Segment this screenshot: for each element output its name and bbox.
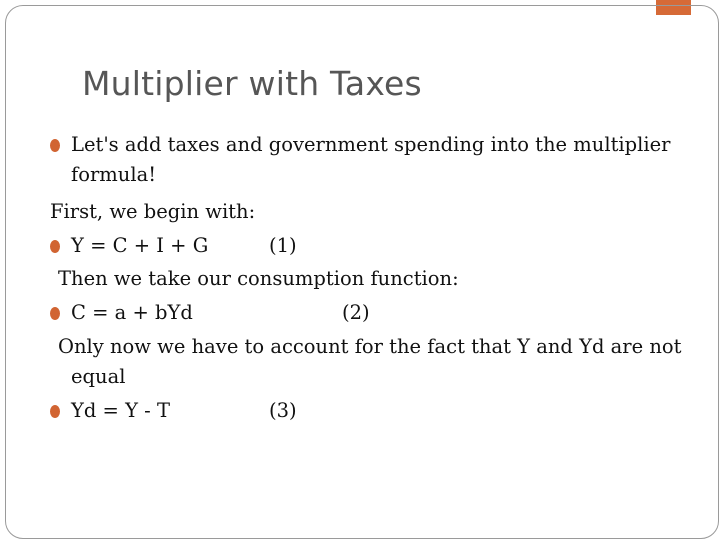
equation-number: (1) (269, 234, 297, 257)
equation-text: Yd = Y - T (71, 399, 170, 422)
bullet-text: Let's add taxes and government spending into the multiplier (71, 133, 671, 156)
bullet-icon (50, 405, 60, 418)
equation-text: C = a + bYd (71, 301, 193, 324)
body-text: Only now we have to account for the fact that Y and Yd are not (58, 335, 682, 358)
bullet-icon (50, 139, 60, 152)
bullet-icon (50, 307, 60, 320)
slide-title: Multiplier with Taxes (82, 64, 422, 103)
equation-number: (3) (269, 399, 297, 422)
equation-text: Y = C + I + G (71, 234, 209, 257)
body-continuation: equal (71, 365, 126, 388)
body-text: First, we begin with: (50, 200, 256, 223)
equation-number: (2) (342, 301, 370, 324)
bullet-continuation: formula! (71, 163, 157, 186)
bullet-icon (50, 240, 60, 253)
body-text: Then we take our consumption function: (58, 267, 459, 290)
